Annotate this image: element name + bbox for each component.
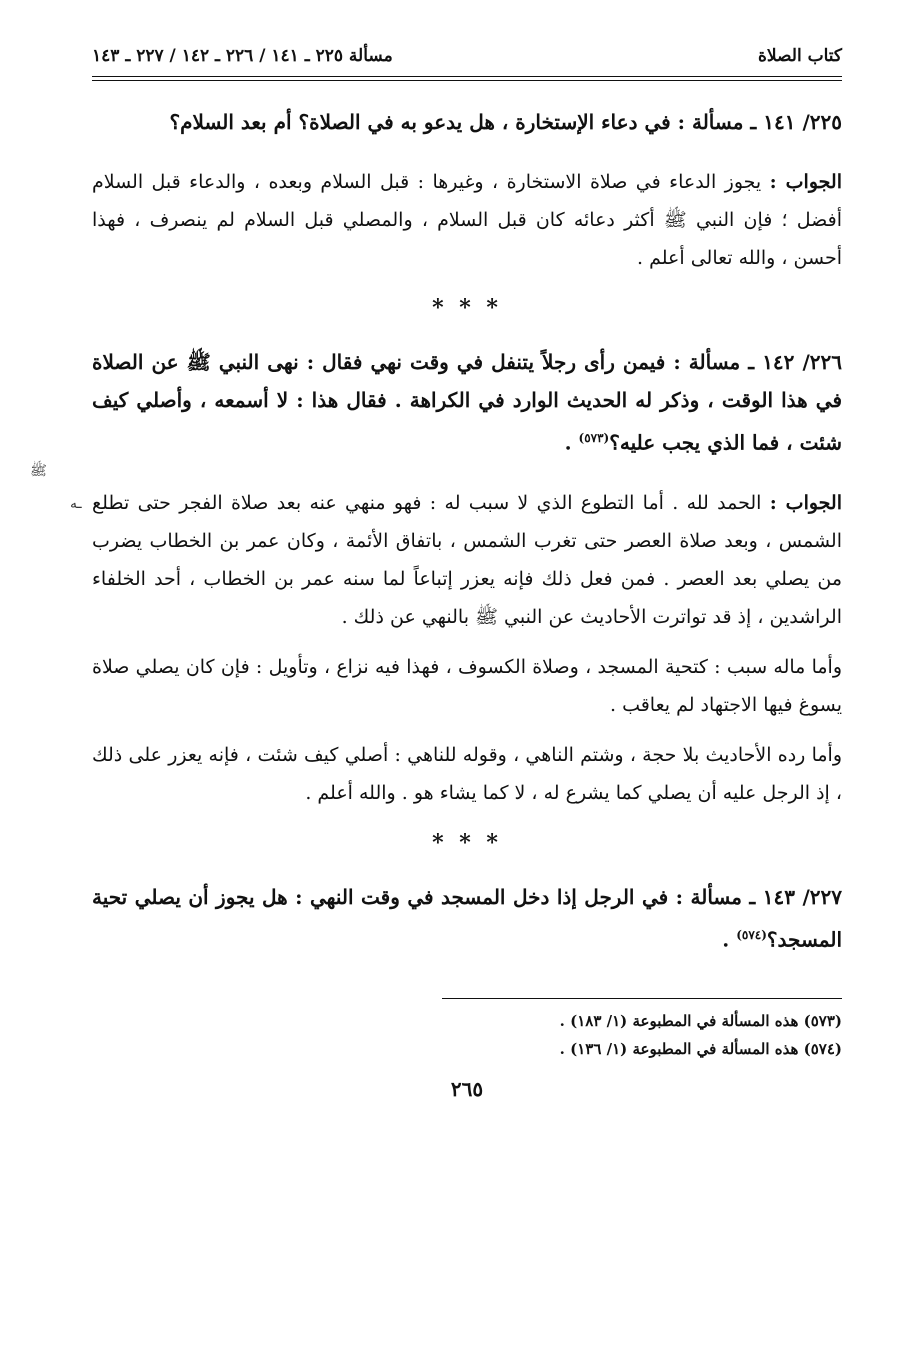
header-rule [92,76,842,81]
question-225 [92,103,842,141]
page-number: ٢٦٥ [450,1077,484,1102]
question-226: ٢٢٦/ ١٤٢ ـ مسألة : فيمن رأى رجلاً يتنفل في وقت نهي فقال : نهى النبي ﷺ عن الصلاة في هذا الوقت ، وذكر له الحديث الوارد في الكراهة . فقال هذا : لا أسمعه ، وأصلي كيف شئت ، فما الذي يجب عليه؟$^{(٥٧٣)}$ . [92,350,842,455]
issue-range: مسألة ٢٢٥ ـ ١٤١ / ٢٢٦ ـ ١٤٢ / ٢٢٧ ـ ١٤٣ [92,46,393,66]
book-title: كتاب الصلاة [757,46,842,66]
answer-226-p2: وأما ماله سبب : كتحية المسجد ، وصلاة الكسوف ، فهذا فيه نزاع ، وتأويل : فإن كان يصلي صلاة يسوغ فيها الاجتهاد لم يعاقب . [92,655,842,716]
answer-paragraph: الحمد لله . أما التطوع الذي لا سبب له : فهو منهي عنه بعد صلاة الفجر حتى تطلع الشمس ، وبعد صلاة العصر حتى تغرب الشمس ، باتفاق الأئمة ، وكان عمر بن الخطاب يضرب من يصلي بعد العصر . فمن فعل ذلك فإنه يعزر إتباعاً لما سنه عمر بن الخطاب ، أحد الخلفاء الراشدين ، إذ قد تواترت الأحاديث عن النبي ﷺ بالنهي عن ذلك . [92,491,842,628]
page [92,40,842,1330]
answer-label: الجواب : [769,171,842,193]
section-separator: * * * [432,829,502,856]
question-text: في الرجل إذا دخل المسجد في وقت النهي : هل يجوز أن يصلي تحية المسجد؟ [92,884,842,952]
question-number: ٢٢٧/ ١٤٣ ـ مسألة : [675,884,842,909]
question-number: ٢٢٦/ ١٤٢ ـ مسألة : [673,350,842,374]
question-number: ٢٢٥/ ١٤١ ـ مسألة : [677,110,842,134]
answer-226 [92,484,842,636]
answer-226-p3: وأما رده الأحاديث بلا حجة ، وشتم الناهي ، وقوله للناهي : أصلي كيف شئت ، فإنه يعزر على ذلك ، إذ الرجل عليه أن يصلي كما يشرع له ، لا كما يشاء هو . والله أعلم . [92,743,843,804]
question-227: ٢٢٧/ ١٤٣ ـ مسألة : في الرجل إذا دخل المسجد في وقت النهي : هل يجوز أن يصلي تحية المسجد؟$^{(٥٧٤)}$ . [92,884,842,952]
margin-mark: ـه [70,496,82,512]
question-text: فيمن رأى رجلاً يتنفل في وقت نهي فقال : نهى النبي ﷺ عن الصلاة في هذا الوقت ، وذكر له الحديث الوارد في الكراهة . فقال هذا : لا أسمعه ، وأصلي كيف شئت ، فما الذي يجب عليه؟ [92,350,842,455]
answer-225 [92,163,842,277]
footnotes [92,1007,842,1063]
footnote-ref: (٥٧٣) [578,431,610,445]
answer-label: الجواب : [769,491,842,514]
section-separator: * * * [432,295,502,321]
footnote-item: (٥٧٣) هذه المسألة في المطبوعة (١/ ١٨٣) . [559,1012,842,1031]
footnote-ref: (٥٧٤) [736,927,767,942]
footnote-rule [442,998,842,999]
question-text: في دعاء الإستخارة ، هل يدعو به في الصلاة؟ أم بعد السلام؟ [169,110,671,134]
running-header [92,40,842,74]
margin-mark: ﷺ [30,463,47,479]
footnote-item: (٥٧٤) هذه المسألة في المطبوعة (١/ ١٣٦) . [559,1040,842,1059]
answer-text: يجوز الدعاء في صلاة الاستخارة ، وغيرها : قبل السلام وبعده ، والدعاء قبل السلام أفضل ؛ فإن النبي ﷺ أكثر دعائه كان قبل السلام ، والمصلي قبل السلام لم ينصرف ، فهذا أحسن ، والله تعالى أعلم . [92,171,842,269]
